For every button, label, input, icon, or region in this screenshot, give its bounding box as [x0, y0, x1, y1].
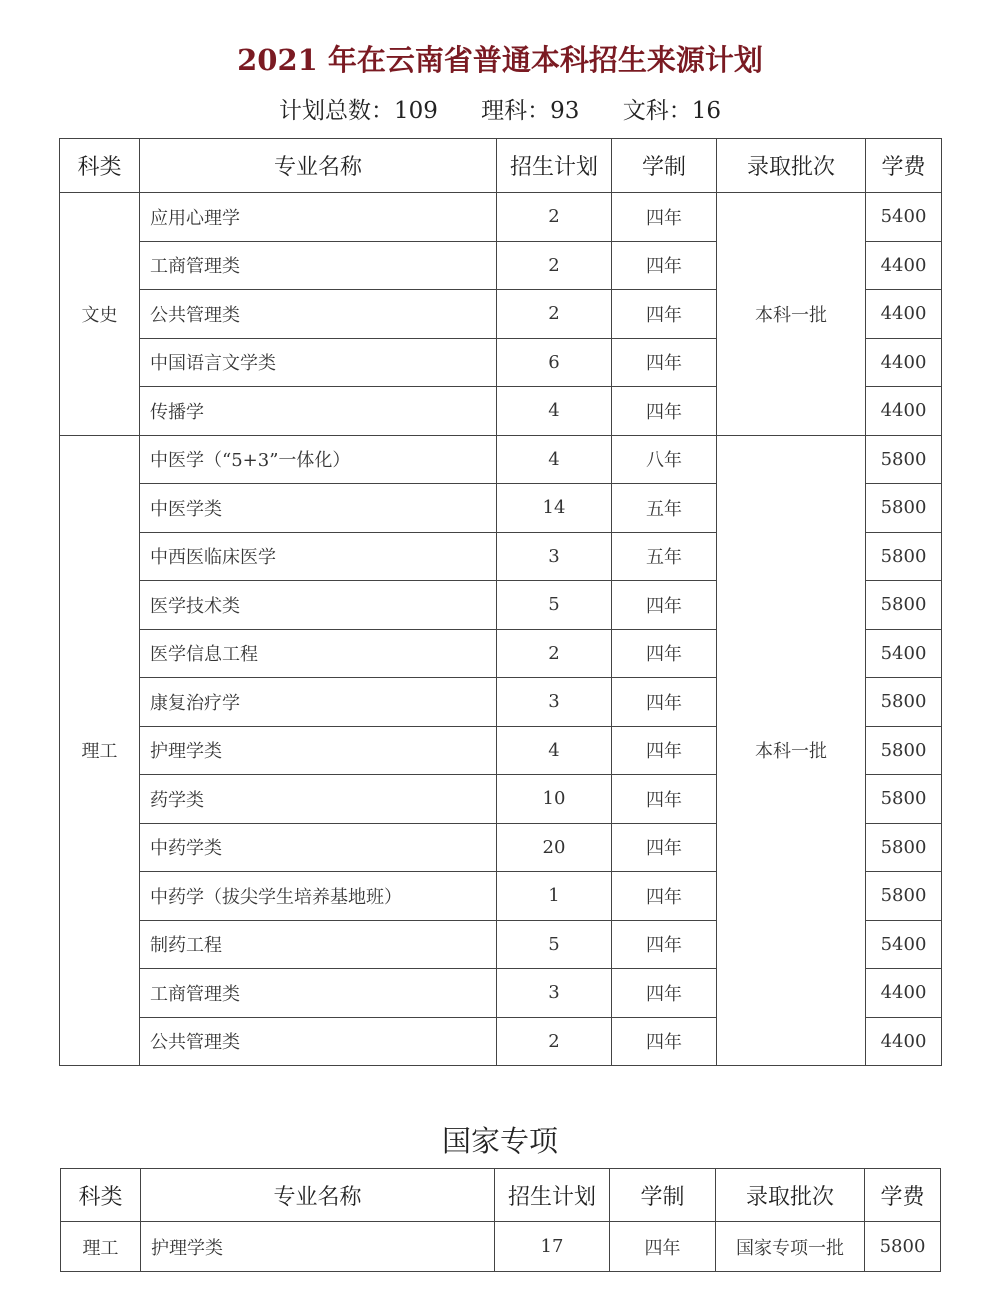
duration-cell: 四年 — [610, 1222, 716, 1272]
major-cell: 中西医临床医学 — [140, 532, 497, 581]
major-cell: 工商管理类 — [140, 241, 497, 290]
plan-cell: 2 — [497, 1017, 612, 1066]
fee-cell: 4400 — [866, 969, 942, 1018]
fee-cell: 4400 — [866, 338, 942, 387]
fee-cell: 5400 — [866, 920, 942, 969]
duration-cell: 四年 — [612, 629, 717, 678]
table-row — [60, 435, 942, 484]
fee-cell: 5800 — [866, 823, 942, 872]
special-plan-table — [60, 1168, 941, 1272]
fee-cell: 5800 — [866, 775, 942, 824]
duration-cell: 四年 — [612, 338, 717, 387]
major-cell: 药学类 — [140, 775, 497, 824]
plan-cell: 20 — [497, 823, 612, 872]
fee-cell: 5800 — [866, 726, 942, 775]
header-batch: 录取批次 — [717, 139, 866, 193]
duration-cell: 四年 — [612, 678, 717, 727]
header-plan: 招生计划 — [495, 1169, 610, 1222]
enrollment-plan-table — [59, 138, 942, 1066]
major-cell: 医学信息工程 — [140, 629, 497, 678]
header-category: 科类 — [61, 1169, 141, 1222]
fee-cell: 5800 — [865, 1222, 941, 1272]
plan-cell: 4 — [497, 435, 612, 484]
fee-cell: 5800 — [866, 532, 942, 581]
table-row — [60, 193, 942, 242]
batch-cell: 本科一批 — [717, 435, 866, 1066]
fee-cell: 5400 — [866, 629, 942, 678]
fee-cell: 4400 — [866, 290, 942, 339]
duration-cell: 四年 — [612, 920, 717, 969]
fee-cell: 4400 — [866, 387, 942, 436]
batch-cell: 本科一批 — [717, 193, 866, 436]
plan-cell: 3 — [497, 678, 612, 727]
plan-cell: 2 — [497, 241, 612, 290]
major-cell: 工商管理类 — [140, 969, 497, 1018]
major-cell: 医学技术类 — [140, 581, 497, 630]
duration-cell: 四年 — [612, 241, 717, 290]
duration-cell: 四年 — [612, 290, 717, 339]
duration-cell: 四年 — [612, 775, 717, 824]
plan-cell: 5 — [497, 581, 612, 630]
plan-cell: 5 — [497, 920, 612, 969]
major-cell: 中医学类 — [140, 484, 497, 533]
major-cell: 公共管理类 — [140, 1017, 497, 1066]
table-header-row — [60, 139, 942, 193]
fee-cell: 5800 — [866, 435, 942, 484]
major-cell: 中医学（“5+3”一体化） — [140, 435, 497, 484]
duration-cell: 五年 — [612, 532, 717, 581]
duration-cell: 四年 — [612, 581, 717, 630]
duration-cell: 四年 — [612, 193, 717, 242]
category-cell: 理工 — [61, 1222, 141, 1272]
header-plan: 招生计划 — [497, 139, 612, 193]
fee-cell: 5800 — [866, 484, 942, 533]
fee-cell: 5800 — [866, 872, 942, 921]
plan-summary — [0, 94, 1000, 128]
plan-cell: 3 — [497, 532, 612, 581]
header-major: 专业名称 — [141, 1169, 495, 1222]
major-cell: 护理学类 — [140, 726, 497, 775]
plan-cell: 10 — [497, 775, 612, 824]
duration-cell: 五年 — [612, 484, 717, 533]
plan-cell: 3 — [497, 969, 612, 1018]
fee-cell: 4400 — [866, 1017, 942, 1066]
summary-total: 计划总数：109 — [278, 98, 438, 124]
category-cell: 文史 — [60, 193, 140, 436]
fee-cell: 4400 — [866, 241, 942, 290]
duration-cell: 四年 — [612, 726, 717, 775]
fee-cell: 5800 — [866, 581, 942, 630]
duration-cell: 四年 — [612, 823, 717, 872]
fee-cell: 5800 — [866, 678, 942, 727]
duration-cell: 四年 — [612, 969, 717, 1018]
duration-cell: 四年 — [612, 872, 717, 921]
header-category: 科类 — [60, 139, 140, 193]
header-duration: 学制 — [612, 139, 717, 193]
special-section-title: 国家专项 — [441, 1124, 558, 1158]
header-batch: 录取批次 — [716, 1169, 865, 1222]
major-cell: 传播学 — [140, 387, 497, 436]
plan-cell: 2 — [497, 629, 612, 678]
plan-cell: 17 — [495, 1222, 610, 1272]
major-cell: 护理学类 — [141, 1222, 495, 1272]
major-cell: 康复治疗学 — [140, 678, 497, 727]
duration-cell: 八年 — [612, 435, 717, 484]
major-cell: 制药工程 — [140, 920, 497, 969]
major-cell: 公共管理类 — [140, 290, 497, 339]
major-cell: 应用心理学 — [140, 193, 497, 242]
plan-cell: 6 — [497, 338, 612, 387]
header-major: 专业名称 — [140, 139, 497, 193]
table-row — [61, 1222, 941, 1272]
header-fee: 学费 — [865, 1169, 941, 1222]
major-cell: 中药学类 — [140, 823, 497, 872]
plan-cell: 2 — [497, 290, 612, 339]
plan-cell: 14 — [497, 484, 612, 533]
table-header-row — [61, 1169, 941, 1222]
major-cell: 中药学（拔尖学生培养基地班） — [140, 872, 497, 921]
category-cell: 理工 — [60, 435, 140, 1066]
duration-cell: 四年 — [612, 1017, 717, 1066]
summary-arts: 文科：16 — [622, 98, 722, 124]
major-cell: 中国语言文学类 — [140, 338, 497, 387]
plan-cell: 4 — [497, 387, 612, 436]
page-title: 2021 年在云南省普通本科招生来源计划 — [237, 43, 763, 77]
header-fee: 学费 — [866, 139, 942, 193]
duration-cell: 四年 — [612, 387, 717, 436]
batch-cell: 国家专项一批 — [716, 1222, 865, 1272]
plan-cell: 1 — [497, 872, 612, 921]
plan-cell: 2 — [497, 193, 612, 242]
fee-cell: 5400 — [866, 193, 942, 242]
summary-science: 理科：93 — [481, 98, 580, 124]
plan-cell: 4 — [497, 726, 612, 775]
header-duration: 学制 — [610, 1169, 716, 1222]
